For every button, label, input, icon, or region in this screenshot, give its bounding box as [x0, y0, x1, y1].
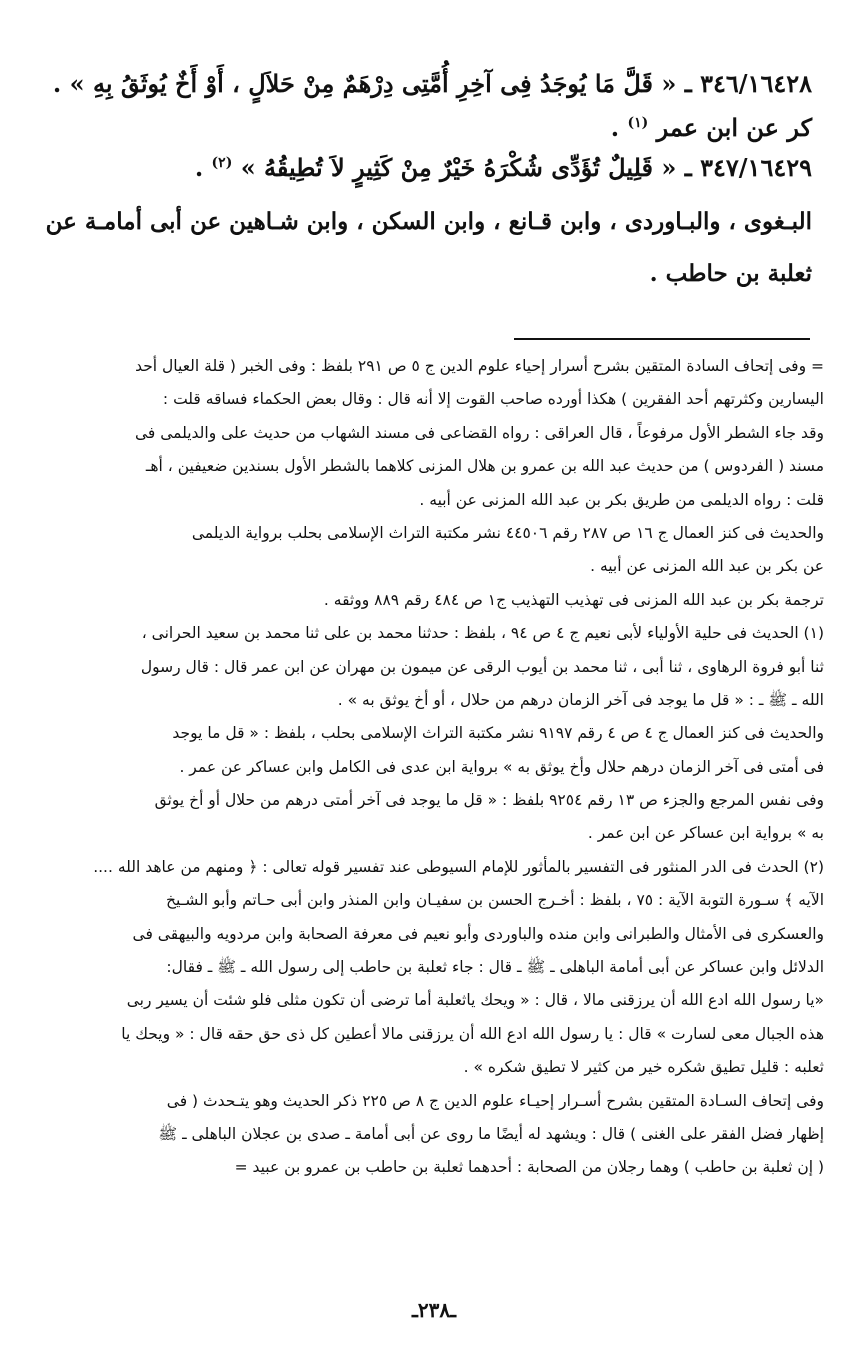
- footnote-line: هذه الجبال معى لسارت » قال : يا رسول الله ادع الله أن يرزقنى مالا أعطين كل ذى حق حقه قال : « ويحك يا: [121, 1024, 824, 1043]
- period: .: [194, 153, 204, 182]
- footnote-line: الآيه ﴾ سـورة التوبة الآية : ٧٥ ، بلفظ : أخـرج الحسن بن سفيـان وابن المنذر وابن أبى حـاتم وأبو الشـيخ: [166, 891, 824, 910]
- hadith-346-text: [42, 69, 812, 116]
- footnote-marker-1: (١): [627, 115, 649, 131]
- hadith-347-text: [42, 153, 812, 210]
- footnote-marker-2: (٢): [211, 155, 233, 171]
- hadith-347-sources-end: [42, 262, 812, 302]
- footnote-line: الدلائل وابن عساكر عن أبى أمامة الباهلى ـ ﷺ ـ قال : جاء ثعلبة بن حاطب إلى رسول الله ـ ﷺ ـ فقال:: [166, 958, 824, 977]
- footnote-separator: [514, 338, 810, 340]
- footnote-line: ثعلبه : قليل تطيق شكره خير من كثير لا تطيق شكره » .: [463, 1058, 824, 1077]
- hadith-346-source-text: كر عن ابن عمر: [656, 113, 812, 142]
- footnote-line: ترجمة بكر بن عبد الله المزنى فى تهذيب التهذيب ج١ ص ٤٨٤ رقم ٨٨٩ ووثقه .: [323, 590, 824, 609]
- hadith-346-line: ٣٤٦/١٦٤٢٨ ـ « قَلَّ مَا يُوجَدُ فِى آخِرِ أُمَّتِى دِرْهَمٌ مِنْ حَلاَلٍ ، أَوْ أَخٌ يُوثَقُ بِهِ » .: [52, 69, 812, 98]
- footnote-line: (٢) الحدث فى الدر المنثور فى التفسير بالمأثور للإمام السيوطى عند تفسير قوله تعالى : ﴿ ومنهم من عاهد الله ....: [93, 857, 824, 876]
- footnote-line: وفى إتحاف السـادة المتقين بشرح أسـرار إحيـاء علوم الدين ج ٨ ص ٢٢٥ ذكر الحديث وهو يتـحدث ( فى: [166, 1091, 824, 1110]
- footnote-line: ( إن ثعلبة بن حاطب ) وهما رجلان من الصحابة : أحدهما ثعلبة بن حاطب بن عمرو بن عبيد =: [234, 1158, 824, 1177]
- footnote-line: الله ـ ﷺ ـ : « قل ما يوجد فى آخر الزمان درهم من حلال ، أو أخ يوثق به » .: [337, 690, 824, 709]
- footnote-line: إظهار فضل الفقر على الغنى ) قال : ويشهد له أيضًا ما روى عن أبى أمامة ـ صدى بن عجلان الباهلى ـ ﷺ: [158, 1124, 824, 1143]
- footnote-line: = وفى إتحاف السادة المتقين بشرح أسرار إحياء علوم الدين ج ٥ ص ٢٩١ بلفظ : وفى الخبر ( قلة العيال أحد: [135, 357, 824, 375]
- footnote-line: فى أمتى فى آخر الزمان درهم حلال وأخ يوثق به » برواية ابن عدى فى الكامل وابن عساكر عن عمر .: [179, 757, 824, 776]
- period: .: [610, 113, 620, 142]
- footnote-line: والعسكرى فى الأمثال والطبرانى وابن منده والباوردى وأبو نعيم فى معرفة الصحابة وابن مردويه والبيهقى فى: [132, 924, 824, 943]
- page-number: ـ٢٣٨ـ: [412, 1298, 456, 1322]
- main-hadith-text: [42, 69, 812, 302]
- footnote-line: ثنا أبو فروة الرهاوى ، ثنا أبى ، ثنا محمد بن أيوب الرقى عن ميمون بن مهران عن ابن عمر قال : قال رسول: [140, 657, 824, 676]
- footnote-line: والحديث فى كنز العمال ج ٤ ص ٤ رقم ٩١٩٧ نشر مكتبة التراث الإسلامى بحلب ، بلفظ : « قل ما يوجد: [172, 724, 824, 743]
- footnote-line: اليسارين وكثرتهم أحد الفقرين ) هكذا أورده صاحب القوت إلا أنه قال : وقال بعض الحكماء فساقه قلت :: [162, 390, 824, 409]
- hadith-347-line: ٣٤٧/١٦٤٢٩ ـ « قَلِيلٌ تُؤَدِّى شُكْرَهُ خَيْرٌ مِنْ كَثِيرٍ لاَ تُطِيقُهُ »: [240, 153, 812, 182]
- footnote-line: قلت : رواه الديلمى من طريق بكر بن عبد الله المزنى عن أبيه .: [419, 490, 824, 509]
- footnote-line: «يا رسول الله ادع الله أن يرزقنى مالا ، قال : « ويحك ياثعلبة أما ترضى أن تكون مثلى فلو شئت أن يسير ربى: [126, 991, 824, 1010]
- hadith-347-sources-line2: ثعلبة بن حاطب .: [649, 260, 812, 287]
- footnote-line: به » برواية ابن عساكر عن ابن عمر .: [587, 824, 824, 843]
- footnote-line: (١) الحديث فى حلية الأولياء لأبى نعيم ج ٤ ص ٩٤ ، بلفظ : حدثنا محمد بن على ثنا محمد بن سعيد الحرانى ،: [141, 624, 824, 643]
- footnote-line: مسند ( الفردوس ) من حديث عبد الله بن عمرو بن هلال المزنى كلاهما بالشطر الأول بسندين ضعيفين ، أهـ: [145, 457, 824, 476]
- hadith-346-source: [42, 113, 812, 156]
- footnote-line: والحديث فى كنز العمال ج ١٦ ص ٢٨٧ رقم ٤٤٥٠٦ نشر مكتبة التراث الإسلامى بحلب برواية الديلمى: [191, 523, 824, 542]
- hadith-347-sources-line1: البـغوى ، والبـاوردى ، وابن قـانع ، وابن السكن ، وابن شـاهين عن أبى أمامـة عن: [45, 208, 812, 235]
- footnote-line: وقد جاء الشطر الأول مرفوعاً ، قال العراقى : رواه القضاعى فى مسند الشهاب من حديث على والديلمى فى: [134, 423, 824, 442]
- footnote-line: وفى نفس المرجع والجزء ص ١٣ رقم ٩٢٥٤ بلفظ : « قل ما يوجد فى آخر أمتى درهم من حلال أو أخ يوثق: [154, 791, 824, 810]
- footnotes: [34, 350, 824, 1185]
- footnote-line: عن بكر بن عبد الله المزنى عن أبيه .: [590, 557, 824, 576]
- hadith-347-sources: [42, 210, 812, 262]
